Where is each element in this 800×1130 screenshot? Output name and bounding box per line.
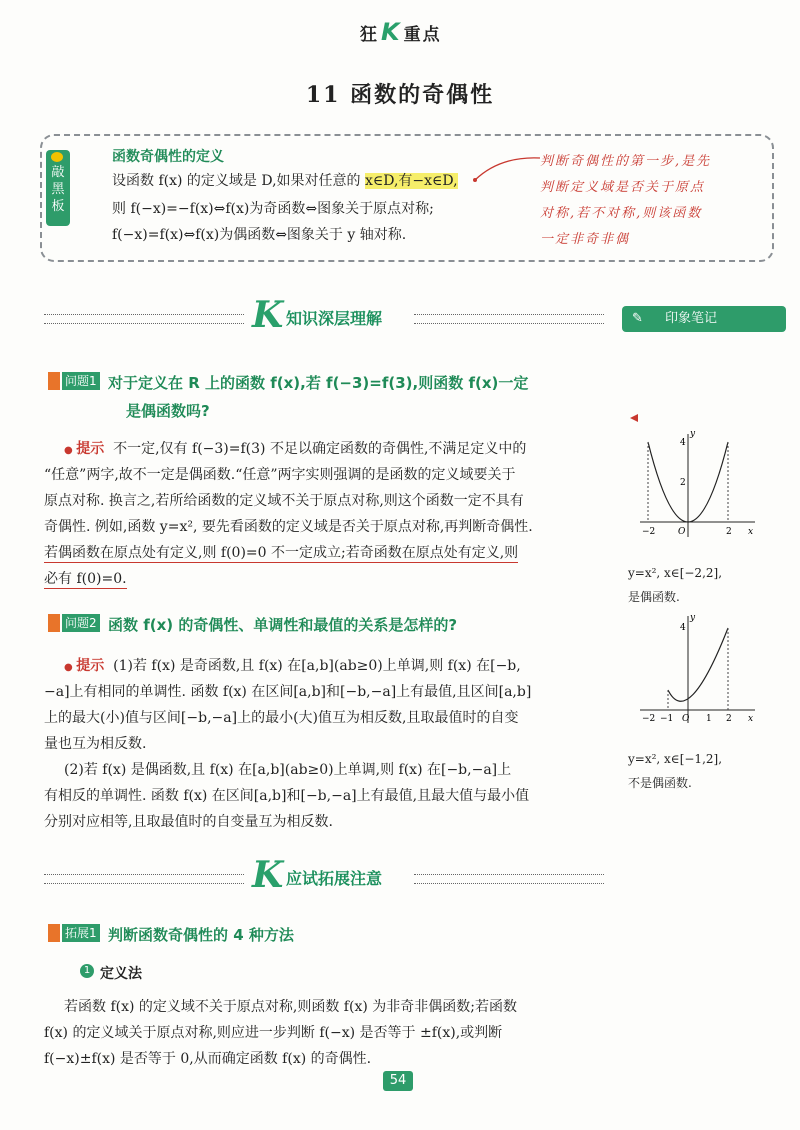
handnote-4: 一定非奇非偶 bbox=[540, 232, 631, 247]
extension-tag-1: 拓展1 bbox=[62, 924, 100, 942]
y-tick-2: 2 bbox=[680, 478, 686, 488]
parabola-curve bbox=[668, 628, 728, 701]
x-tick-1: 1 bbox=[706, 714, 712, 724]
tip-label: ● 提示 bbox=[64, 441, 104, 457]
q1-text-0: 不一定,仅有 f(−3)=f(3) 不足以确定函数的奇偶性,不满足定义中的 bbox=[113, 441, 527, 457]
dotted-rule-right bbox=[414, 874, 604, 884]
brand-k-logo: K bbox=[381, 18, 402, 46]
graph-even-parabola bbox=[630, 412, 760, 542]
x-tick-neg2: −2 bbox=[642, 714, 656, 724]
definition-heading: 函数奇偶性的定义 bbox=[112, 149, 224, 165]
method-number-badge: 1 bbox=[80, 964, 94, 978]
y-tick-4: 4 bbox=[680, 623, 686, 633]
y-axis-label: y bbox=[690, 613, 696, 623]
tip-label-2: ● 提示 bbox=[64, 658, 104, 674]
definition-line-2: 则 f(−x)=−f(x)⇔f(x)为奇函数⇔图象关于原点对称; bbox=[112, 201, 434, 217]
brand-right: 重点 bbox=[403, 25, 442, 45]
handnote-1: 判断奇偶性的第一步,是先 bbox=[540, 154, 712, 169]
section-title-2: 应试拓展注意 bbox=[286, 869, 383, 888]
definition-line-3: f(−x)=f(x)⇔f(x)为偶函数⇔图象关于 y 轴对称. bbox=[112, 227, 407, 243]
definition-tab bbox=[46, 150, 70, 226]
brand-header bbox=[360, 18, 442, 46]
notes-label: 印象笔记 bbox=[665, 311, 718, 326]
graph-non-even-parabola bbox=[630, 608, 760, 728]
origin-label: O bbox=[682, 714, 690, 724]
q1-answer-line-4: 奇偶性. 例如,函数 y=x², 要先看函数的定义域是否关于原点对称,再判断奇偶性. bbox=[44, 519, 533, 535]
x-axis-label: x bbox=[748, 714, 754, 724]
q1-answer-line-3: 原点对称. 换言之,若所给函数的定义域不关于原点对称,则这个函数一定不具有 bbox=[44, 493, 524, 509]
q2-answer-line-5: (2)若 f(x) 是偶函数,且 f(x) 在[a,b](ab≥0)上单调,则 f(x) 在[−b,−a]上 bbox=[64, 762, 512, 778]
graph-2-caption-2: 不是偶函数. bbox=[628, 776, 692, 790]
dotted-rule-left bbox=[44, 874, 244, 884]
annotation-arrow bbox=[470, 148, 545, 188]
q1-answer-line-5: 若偶函数在原点处有定义,则 f(0)=0 不一定成立;若奇函数在原点处有定义,则 bbox=[44, 542, 518, 563]
graph-1-caption-1: y=x², x∈[−2,2], bbox=[628, 566, 723, 580]
brand-left: 狂 bbox=[360, 25, 379, 45]
dotted-rule-right bbox=[414, 314, 604, 324]
method-title: 定义法 bbox=[100, 966, 142, 982]
tab-label: 敲黑板 bbox=[51, 165, 65, 214]
ext1-line-3: f(−x)±f(x) 是否等于 0,从而确定函数 f(x) 的奇偶性. bbox=[44, 1051, 372, 1067]
q2-answer-line-7: 分别对应相等,且取最值时的自变量互为相反数. bbox=[44, 814, 333, 830]
origin-label: O bbox=[678, 527, 686, 537]
question-tag-1: 问题1 bbox=[62, 372, 100, 390]
q2-answer-line-2: −a]上有相同的单调性. 函数 f(x) 在区间[a,b]和[−b,−a]上有最值,且区间[a,b] bbox=[44, 684, 532, 700]
definition-line-1 bbox=[112, 170, 458, 190]
k-logo: K bbox=[252, 854, 284, 896]
x-tick-2: 2 bbox=[726, 527, 732, 537]
q2-text-0: (1)若 f(x) 是奇函数,且 f(x) 在[a,b](ab≥0)上单调,则 f(x) 在[−b, bbox=[113, 658, 521, 674]
section-band-1 bbox=[44, 294, 604, 336]
q2-answer-line-3: 上的最大(小)值与区间[−b,−a]上的最小(大)值互为相反数,且取最值时的自变 bbox=[44, 710, 519, 726]
graph-2-caption-1: y=x², x∈[−1,2], bbox=[628, 752, 723, 766]
x-tick-neg1: −1 bbox=[660, 714, 674, 724]
graph-1-caption-2: 是偶函数. bbox=[628, 590, 680, 604]
question-tag-2: 问题2 bbox=[62, 614, 100, 632]
q2-answer-line-4: 量也互为相反数. bbox=[44, 736, 147, 752]
dotted-rule-left bbox=[44, 314, 244, 324]
k-logo: K bbox=[252, 294, 284, 336]
page-number: 54 bbox=[383, 1071, 413, 1091]
question-1-line-2: 是偶函数吗? bbox=[126, 402, 210, 420]
y-axis-label: y bbox=[690, 429, 696, 439]
q2-answer-line-1 bbox=[64, 655, 521, 675]
page-title: 11 函数的奇偶性 bbox=[305, 82, 495, 108]
ext1-line-2: f(x) 的定义域关于原点对称,则应进一步判断 f(−x) 是否等于 ±f(x),或判断 bbox=[44, 1025, 503, 1041]
question-2-text: 函数 f(x) 的奇偶性、单调性和最值的关系是怎样的? bbox=[108, 616, 458, 634]
definition-line-1-text: 设函数 f(x) 的定义域是 D,如果对任意的 bbox=[112, 173, 365, 189]
handnote-2: 判断定义域是否关于原点 bbox=[540, 180, 706, 195]
x-axis-label: x bbox=[748, 527, 754, 537]
q1-answer-line-2: “任意”两字,故不一定是偶函数.“任意”两字实则强调的是函数的定义域要关于 bbox=[44, 467, 516, 483]
q1-answer-line-6: 必有 f(0)=0. bbox=[44, 568, 127, 589]
handnote-3: 对称,若不对称,则该函数 bbox=[540, 206, 703, 221]
q1-answer-line-1 bbox=[64, 438, 526, 458]
x-tick-2: 2 bbox=[726, 714, 732, 724]
bulb-icon bbox=[51, 152, 63, 162]
extension-1-text: 判断函数奇偶性的 4 种方法 bbox=[108, 926, 294, 944]
x-tick-neg2: −2 bbox=[642, 527, 656, 537]
pointer-arrow bbox=[630, 414, 638, 422]
y-tick-4: 4 bbox=[680, 438, 686, 448]
q2-answer-line-6: 有相反的单调性. 函数 f(x) 在区间[a,b]和[−b,−a]上有最值,且最大值与最小值 bbox=[44, 788, 530, 804]
notes-banner bbox=[622, 306, 786, 332]
notes-icon: ✎ bbox=[632, 311, 643, 326]
ext1-line-1: 若函数 f(x) 的定义域不关于原点对称,则函数 f(x) 为非奇非偶函数;若函数 bbox=[64, 999, 517, 1015]
section-band-2 bbox=[44, 854, 604, 896]
definition-highlight: x∈D,有−x∈D, bbox=[364, 173, 458, 189]
question-1-line-1: 对于定义在 R 上的函数 f(x),若 f(−3)=f(3),则函数 f(x)一定 bbox=[108, 374, 529, 392]
section-title-1: 知识深层理解 bbox=[286, 309, 383, 328]
